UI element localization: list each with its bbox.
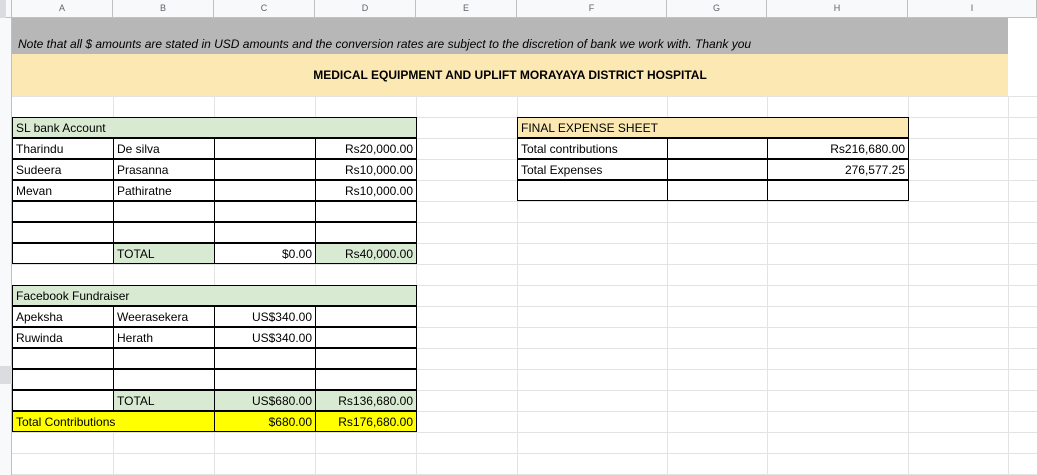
empty-cell[interactable] [214,222,316,243]
empty-cell[interactable] [315,348,417,369]
fb-usd[interactable]: US$340.00 [214,327,316,348]
empty-cell[interactable] [113,348,215,369]
note-text: Note that all $ amounts are stated in USD amounts and the conversion rates are subject to the discretion of bank we work with. Thank you [18,37,752,51]
total-contributions-usd[interactable]: $680.00 [214,411,316,432]
empty-cell[interactable] [315,201,417,222]
empty-cell[interactable] [12,243,114,264]
empty-cell[interactable] [12,369,114,390]
fb-last-name[interactable]: Weerasekera [113,306,215,327]
empty-cell[interactable] [113,201,215,222]
column-header-d[interactable]: D [315,0,416,18]
empty-cell[interactable] [315,222,417,243]
final-sheet-value[interactable]: Rs216,680.00 [767,138,909,159]
empty-cell[interactable] [12,201,114,222]
fb-total-lkr[interactable]: Rs136,680.00 [315,390,417,411]
sl-lkr[interactable]: Rs10,000.00 [315,180,417,201]
empty-cell[interactable] [767,180,909,201]
fb-lkr[interactable] [315,327,417,348]
empty-cell[interactable] [12,390,114,411]
frozen-pane-handle[interactable] [0,0,6,18]
final-sheet-label[interactable]: Total Expenses [517,159,668,180]
sl-usd[interactable] [214,180,316,201]
empty-cell[interactable] [214,348,316,369]
empty-cell[interactable] [214,201,316,222]
column-header-i[interactable]: I [908,0,1037,18]
sl-usd[interactable] [214,159,316,180]
final-sheet-header[interactable]: FINAL EXPENSE SHEET [517,117,909,138]
sl-total-usd[interactable]: $0.00 [214,243,316,264]
row-header-strip[interactable] [0,18,12,475]
empty-cell[interactable] [113,222,215,243]
sl-lkr[interactable]: Rs20,000.00 [315,138,417,159]
column-header-c[interactable]: C [214,0,315,18]
sl-first-name[interactable]: Tharindu [12,138,114,159]
grid-line [12,432,1037,433]
sl-bank-header[interactable]: SL bank Account [12,117,417,138]
sl-first-name[interactable]: Mevan [12,180,114,201]
empty-cell[interactable] [12,222,114,243]
empty-cell[interactable] [517,180,668,201]
total-contributions-label[interactable]: Total Contributions [12,411,215,432]
empty-cell[interactable] [667,159,768,180]
column-header-g[interactable]: G [667,0,767,18]
sl-usd[interactable] [214,138,316,159]
column-header-h[interactable]: H [767,0,908,18]
column-header-b[interactable]: B [113,0,214,18]
row-resize-handle[interactable] [0,366,12,384]
empty-cell[interactable] [12,348,114,369]
fb-lkr[interactable] [315,306,417,327]
fb-usd[interactable]: US$340.00 [214,306,316,327]
total-contributions-lkr[interactable]: Rs176,680.00 [315,411,417,432]
grid-line [12,264,1037,265]
fb-total-label[interactable]: TOTAL [113,390,215,411]
fb-last-name[interactable]: Herath [113,327,215,348]
fb-first-name[interactable]: Ruwinda [12,327,114,348]
sl-last-name[interactable]: Prasanna [113,159,215,180]
column-header-a[interactable]: A [12,0,113,18]
empty-cell[interactable] [214,369,316,390]
sl-lkr[interactable]: Rs10,000.00 [315,159,417,180]
empty-cell[interactable] [667,180,768,201]
fb-first-name[interactable]: Apeksha [12,306,114,327]
column-header-f[interactable]: F [517,0,667,18]
sl-first-name[interactable]: Sudeera [12,159,114,180]
grid-line [12,453,1037,454]
sl-total-label[interactable]: TOTAL [113,243,215,264]
sheet-title: MEDICAL EQUIPMENT AND UPLIFT MORAYAYA DISTRICT HOSPITAL [313,68,707,82]
empty-cell[interactable] [315,369,417,390]
fb-total-usd[interactable]: US$680.00 [214,390,316,411]
grid-line [12,96,1037,97]
sl-last-name[interactable]: De silva [113,138,215,159]
sl-total-lkr[interactable]: Rs40,000.00 [315,243,417,264]
final-sheet-value[interactable]: 276,577.25 [767,159,909,180]
final-sheet-label[interactable]: Total contributions [517,138,668,159]
empty-cell[interactable] [113,369,215,390]
column-header-e[interactable]: E [416,0,517,18]
sl-last-name[interactable]: Pathiratne [113,180,215,201]
facebook-header[interactable]: Facebook Fundraiser [12,285,417,306]
empty-cell[interactable] [667,138,768,159]
